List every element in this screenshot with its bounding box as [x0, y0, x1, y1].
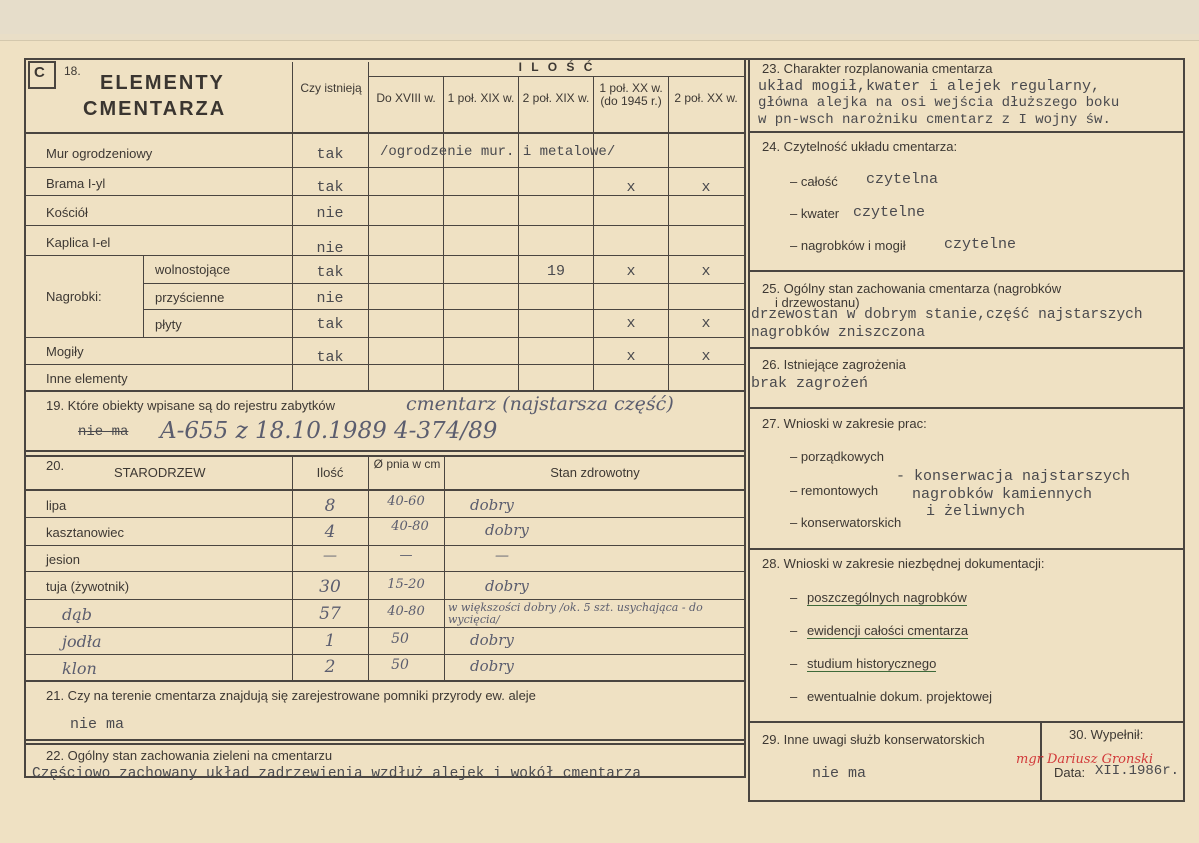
exists-kosciol: nie	[316, 205, 344, 222]
dia-kasztanowiec: 40-80	[391, 519, 429, 534]
czy-istnieja-header: Czy istnieją	[300, 81, 362, 95]
q20-row-line-6	[26, 654, 746, 655]
frame-left	[24, 58, 26, 778]
q21-answer: nie ma	[70, 716, 125, 733]
state-klon: dobry	[470, 657, 514, 675]
exists-mur: tak	[316, 146, 344, 163]
q20-row-line-1	[26, 517, 746, 518]
q26-answer: brak zagrożeń	[751, 375, 869, 392]
q27-answer1: - konserwacja najstarszych	[896, 468, 1131, 485]
tree-jodla: jodła	[62, 632, 102, 651]
col-line-1	[292, 62, 293, 390]
plyty-c4: x	[626, 315, 636, 332]
col-header-1: Do XVIII w.	[376, 91, 436, 105]
brama-c5: x	[701, 179, 711, 196]
q29-answer: nie ma	[812, 765, 867, 782]
dia-dab: 40-80	[387, 604, 425, 619]
wolnostojace-c5: x	[701, 263, 711, 280]
q23-bottom-line	[748, 131, 1184, 133]
col-header-5: 2 poł. XX w.	[674, 91, 738, 105]
brama-c4: x	[626, 179, 636, 196]
col-line-3	[443, 76, 444, 390]
qty-klon: 2	[324, 657, 336, 677]
qty-lipa: 8	[324, 496, 336, 516]
q30-stamp: mgr Dariusz Gronski	[1016, 752, 1154, 767]
state-kasztanowiec: dobry	[485, 521, 529, 539]
wolnostojace-c3: 19	[546, 263, 565, 280]
q25-label1: 25. Ogólny stan zachowania cmentarza (nagrobków	[762, 281, 1062, 296]
q27-item3: – konserwatorskich	[790, 515, 902, 530]
qty-tuja: 30	[319, 577, 341, 597]
q22-top-line	[26, 743, 746, 745]
q26-label: 26. Istniejące zagrożenia	[762, 357, 906, 372]
q23-label: 23. Charakter rozplanowania cmentarza	[762, 61, 993, 76]
col-line-5	[593, 76, 594, 390]
q20-bottom-line	[26, 680, 746, 682]
q20-row-line-2	[26, 545, 746, 546]
q28-item3: studium historycznego	[807, 656, 937, 671]
col-header-2: 1 poł. XIX w.	[447, 91, 515, 105]
tree-kasztanowiec: kasztanowiec	[46, 525, 125, 540]
plyty-c5: x	[701, 315, 711, 332]
state-jesion: —	[495, 548, 509, 564]
mogily-c4: x	[626, 348, 636, 365]
row-label-nagrobki: Nagrobki:	[46, 289, 102, 304]
q21-label: 21. Czy na terenie cmentarza znajdują się zarejestrowane pomniki przyrody ew. aleje	[46, 688, 536, 703]
row-label-brama: Brama I-yl	[46, 176, 106, 191]
row-label-plyty: płyty	[155, 317, 182, 332]
q20-col-pnia: Ø pnia w cm	[373, 457, 441, 471]
q30-date-label: Data:	[1054, 765, 1086, 780]
q20-col-ilosc: Ilość	[316, 465, 344, 480]
section-num: 18.	[64, 64, 81, 78]
frame-right	[1183, 58, 1185, 802]
q19-handwritten-bottom: A-655 z 18.10.1989 4-374/89	[160, 418, 498, 444]
q25-bottom-line	[748, 347, 1184, 349]
q23-line3: w pn-wsch narożniku cmentarz z I wojny św.	[758, 112, 1111, 128]
q27-answer3: i żeliwnych	[926, 503, 1026, 520]
q24-item2-value: czytelne	[853, 204, 926, 221]
q24-item3-value: czytelne	[944, 236, 1017, 253]
q24-item1-label: – całość	[790, 174, 838, 189]
dia-klon: 50	[391, 657, 409, 673]
tree-jesion: jesion	[46, 552, 80, 567]
mur-note: /ogrodzenie mur. i metalowe/	[380, 144, 616, 160]
exists-przyscienne: nie	[316, 290, 344, 307]
qty-kasztanowiec: 4	[324, 522, 336, 542]
row-line-9	[26, 390, 746, 392]
q19-label: 19. Które obiekty wpisane są do rejestru zabytków	[46, 398, 336, 413]
tree-tuja: tuja (żywotnik)	[46, 579, 130, 594]
row-label-przyscienne: przyścienne	[155, 290, 225, 305]
q22-label: 22. Ogólny stan zachowania zieleni na cmentarzu	[46, 748, 333, 763]
q28-dash3: –	[790, 656, 798, 671]
frame-middle	[744, 58, 746, 778]
nagrobki-divider	[143, 255, 144, 337]
state-lipa: dobry	[470, 496, 514, 514]
q20-col-stan: Stan zdrowotny	[550, 465, 640, 480]
col-header-4: 1 poł. XX w. (do 1945 r.)	[599, 81, 663, 108]
state-jodla: dobry	[470, 631, 514, 649]
q25-line2: nagrobków zniszczona	[751, 325, 926, 341]
mogily-c5: x	[701, 348, 711, 365]
col-line-6	[668, 76, 669, 390]
col-line-2	[368, 62, 369, 390]
ilosc-header: I L O Ś Ć	[518, 60, 596, 74]
qty-dab: 57	[319, 604, 341, 624]
q27-answer2: nagrobków kamiennych	[912, 486, 1093, 503]
col-header-3: 2 poł. XIX w.	[522, 91, 590, 105]
state-dab: w większości dobry /ok. 5 szt. usychająca - do wycięcia/	[448, 601, 703, 626]
q20-row-line-3	[26, 571, 746, 572]
dia-jodla: 50	[391, 631, 409, 647]
q28-item4: ewentualnie dokum. projektowej	[807, 689, 992, 704]
q28-dash1: –	[790, 590, 798, 605]
exists-brama: tak	[316, 179, 344, 196]
frame-bottom-right	[748, 800, 1184, 802]
wolnostojace-c4: x	[626, 263, 636, 280]
q30-date: XII.1986r.	[1095, 763, 1180, 779]
row-line-3	[26, 225, 746, 226]
q30-label: 30. Wypełnił:	[1069, 727, 1144, 742]
exists-kaplica: nie	[316, 240, 344, 257]
q24-item2-label: – kwater	[790, 206, 840, 221]
q20-num: 20.	[46, 458, 65, 473]
q24-label: 24. Czytelność układu cmentarza:	[762, 139, 958, 154]
col-line-4	[518, 76, 519, 390]
q19-struck: nie ma	[78, 424, 129, 440]
q20-header-line	[26, 489, 746, 491]
qty-jesion: —	[323, 548, 337, 564]
exists-wolnostojace: tak	[316, 264, 344, 281]
ilosc-underline	[368, 76, 745, 77]
q28-item1: poszczególnych nagrobków	[807, 590, 967, 605]
q27-bottom-line	[748, 548, 1184, 550]
q27-item2: – remontowych	[790, 483, 879, 498]
q29-label: 29. Inne uwagi służb konserwatorskich	[762, 732, 985, 747]
row-label-kosciol: Kościół	[46, 205, 88, 220]
row-label-wolnostojace: wolnostojące	[155, 262, 231, 277]
exists-plyty: tak	[316, 316, 344, 333]
q28-item2: ewidencji całości cmentarza	[807, 623, 969, 638]
row-line-header	[26, 132, 746, 134]
q28-label: 28. Wnioski w zakresie niezbędnej dokumentacji:	[762, 556, 1045, 571]
q26-bottom-line	[748, 407, 1184, 409]
row-label-inne: Inne elementy	[46, 371, 128, 386]
row-line-4	[26, 255, 746, 256]
q20-row-line-4	[26, 599, 746, 600]
row-line-7	[26, 337, 746, 338]
q20-title: STARODRZEW	[114, 465, 206, 480]
q22-answer: Częściowo zachowany układ zadrzewienia wzdłuż alejek i wokół cmentarza	[32, 766, 642, 782]
dia-lipa: 40-60	[387, 494, 425, 509]
q19-handwritten-top: cmentarz (najstarsza część)	[406, 393, 674, 415]
tape-strip	[0, 0, 1199, 41]
q24-item3-label: – nagrobków i mogił	[790, 238, 906, 253]
row-line-6	[143, 309, 746, 310]
q28-dash2: –	[790, 623, 798, 638]
tree-lipa: lipa	[46, 498, 67, 513]
q23-line2: główna alejka na osi wejścia dłuższego boku	[758, 95, 1120, 111]
exists-mogily: tak	[316, 349, 344, 366]
q24-bottom-line	[748, 270, 1184, 272]
section-title-line2: CMENTARZA	[83, 98, 227, 120]
row-label-mur: Mur ogrodzeniowy	[46, 146, 153, 161]
frame-right-inner	[748, 58, 750, 802]
qty-jodla: 1	[324, 631, 336, 651]
section-title-line1: ELEMENTY	[100, 72, 225, 94]
q20-row-line-5	[26, 627, 746, 628]
tree-klon: klon	[62, 659, 97, 678]
row-label-kaplica: Kaplica I-el	[46, 235, 111, 250]
q27-item1: – porządkowych	[790, 449, 884, 464]
q24-item1-value: czytelna	[866, 171, 939, 188]
state-tuja: dobry	[485, 577, 529, 595]
q27-label: 27. Wnioski w zakresie prac:	[762, 416, 927, 431]
section-badge-letter: C	[34, 64, 45, 81]
dia-tuja: 15-20	[387, 577, 425, 592]
row-line-1	[26, 167, 746, 168]
dia-jesion: —	[399, 548, 413, 563]
q23-line1: układ mogił,kwater i alejek regularny,	[758, 78, 1101, 95]
row-line-5	[143, 283, 746, 284]
row-label-mogily: Mogiły	[46, 344, 84, 359]
q28-bottom-line	[748, 721, 1184, 723]
q28-dash4: –	[790, 689, 798, 704]
tree-dab: dąb	[62, 605, 93, 624]
q19-bottom-line	[26, 450, 746, 452]
q21-bottom-line	[26, 739, 746, 741]
q25-label2: i drzewostanu)	[775, 295, 860, 310]
q25-line1: drzewostan w dobrym stanie,część najstarszych	[751, 307, 1143, 323]
